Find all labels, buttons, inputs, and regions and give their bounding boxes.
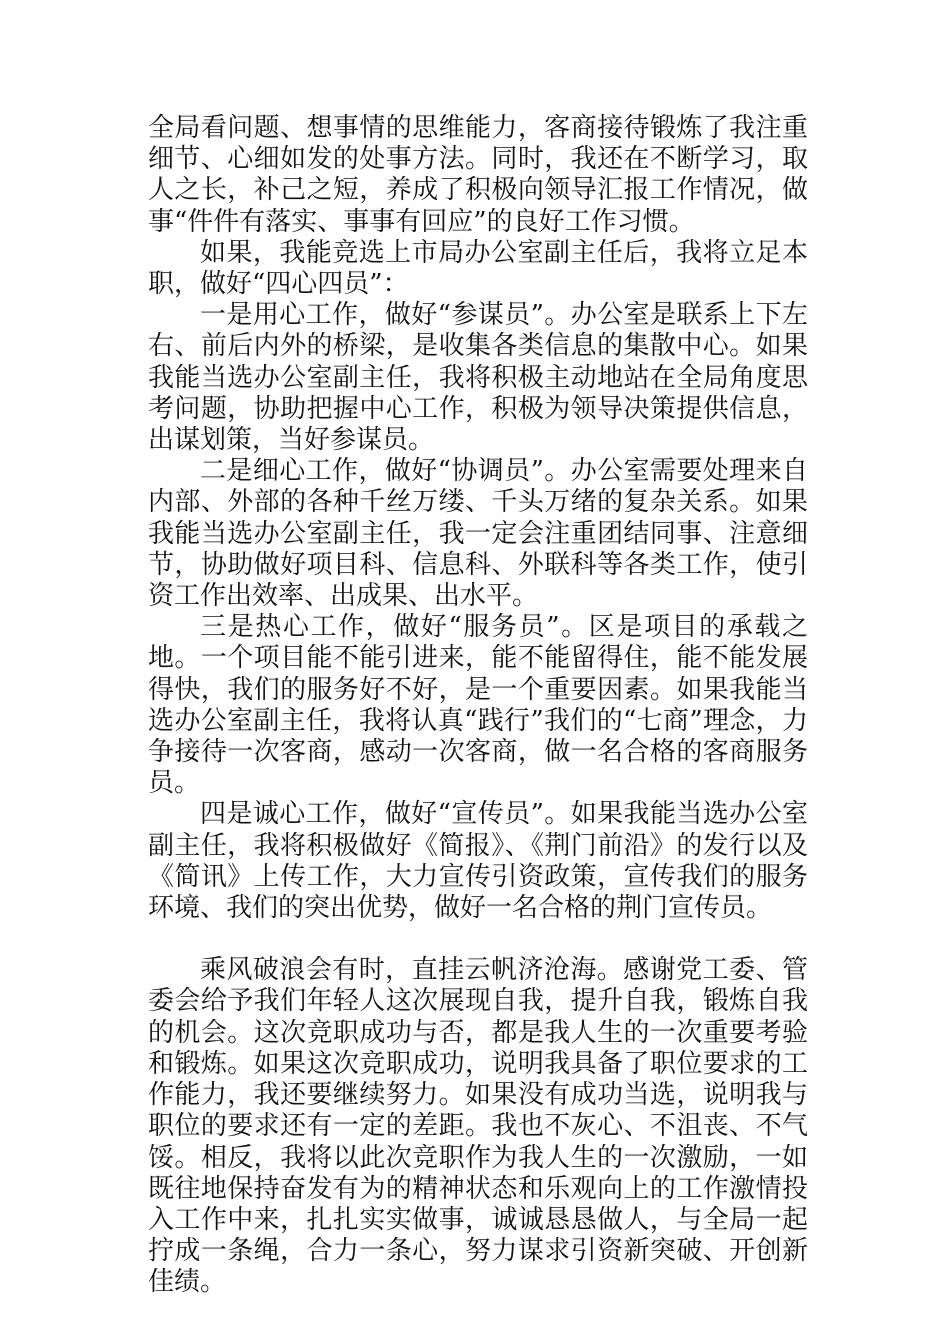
document-page: [148, 113, 808, 1299]
paragraph-spacer: [148, 924, 808, 955]
paragraph-point-3: 三是热心工作，做好“服务员”。区是项目的承载之地。一个项目能不能引进来，能不能留得住，能不能发展得快，我们的服务好不好，是一个重要因素。如果我能当选办公室副主任，我将认真“践行”我们的“七商”理念，力争接待一次客商，感动一次客商，做一名合格的客商服务员。: [148, 612, 808, 799]
paragraph-intro: 如果，我能竞选上市局办公室副主任后，我将立足本职，做好“四心四员”：: [148, 237, 808, 300]
paragraph-point-4: 四是诚心工作，做好“宣传员”。如果我能当选办公室副主任，我将积极做好《简报》、《荆门前沿》的发行以及《简讯》上传工作，大力宣传引资政策，宣传我们的服务环境、我们的突出优势，做好一名合格的荆门宣传员。: [148, 799, 808, 924]
paragraph-point-1: 一是用心工作，做好“参谋员”。办公室是联系上下左右、前后内外的桥梁，是收集各类信息的集散中心。如果我能当选办公室副主任，我将积极主动地站在全局角度思考问题，协助把握中心工作，积极为领导决策提供信息，出谋划策，当好参谋员。: [148, 300, 808, 456]
paragraph-continuation: 全局看问题、想事情的思维能力，客商接待锻炼了我注重细节、心细如发的处事方法。同时，我还在不断学习，取人之长，补己之短，养成了积极向领导汇报工作情况，做事“件件有落实、事事有回应”的良好工作习惯。: [148, 113, 808, 237]
paragraph-closing: 乘风破浪会有时，直挂云帆济沧海。感谢党工委、管委会给予我们年轻人这次展现自我，提升自我，锻炼自我的机会。这次竞职成功与否，都是我人生的一次重要考验和锻炼。如果这次竞职成功，说明我具备了职位要求的工作能力，我还要继续努力。如果没有成功当选，说明我与职位的要求还有一定的差距。我也不灰心、不沮丧、不气馁。相反，我将以此次竞职作为我人生的一次激励，一如既往地保持奋发有为的精神状态和乐观向上的工作激情投入工作中来，扎扎实实做事，诚诚恳恳做人，与全局一起拧成一条绳，合力一条心，努力谋求引资新突破、开创新佳绩。: [148, 955, 808, 1298]
paragraph-point-2: 二是细心工作，做好“协调员”。办公室需要处理来自内部、外部的各种千丝万缕、千头万绪的复杂关系。如果我能当选办公室副主任，我一定会注重团结同事、注意细节，协助做好项目科、信息科、外联科等各类工作，使引资工作出效率、出成果、出水平。: [148, 456, 808, 612]
